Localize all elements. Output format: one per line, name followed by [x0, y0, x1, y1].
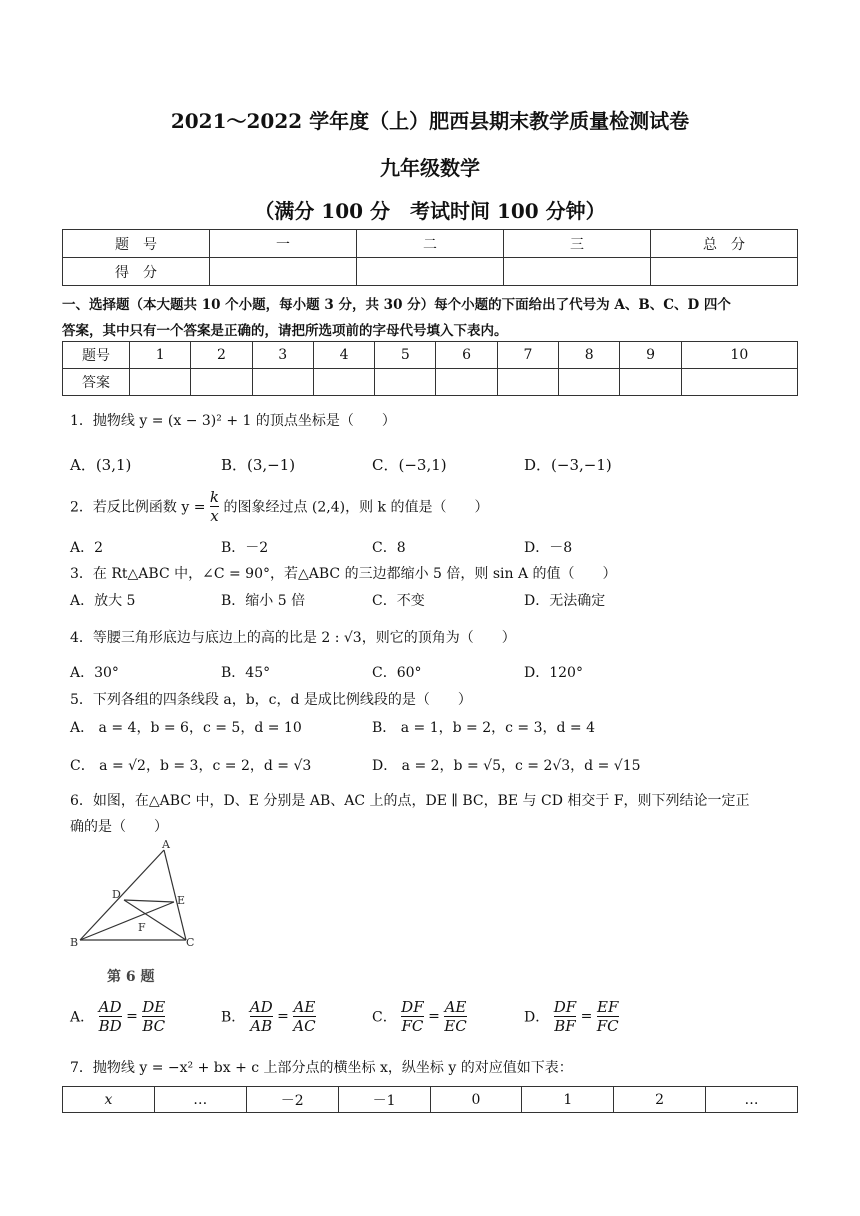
section1-intro-line2: 答案，其中只有一个答案是正确的，请把所选项前的字母代号填入下表内。	[62, 323, 508, 339]
figure-label-f: F	[138, 921, 146, 934]
fraction-denominator: AB	[250, 1017, 273, 1035]
q6-option-a-letter: A．	[70, 1009, 95, 1026]
q6-a-right-fraction	[142, 998, 165, 1035]
q4-option-c: C．60°	[372, 665, 422, 681]
answer-number: 3	[252, 342, 313, 369]
q2-option-d: D．－8	[524, 540, 573, 556]
fraction-numerator: DE	[142, 998, 166, 1016]
question-3-text: 3．在 Rt△ABC 中，∠C = 90°，若△ABC 的三边都缩小 5 倍，则 sin A 的值（ ）	[70, 566, 617, 582]
q2-option-c: C．8	[372, 540, 406, 556]
answer-number: 7	[497, 342, 558, 369]
figure-label-b: B	[70, 936, 79, 949]
figure-label-c: C	[186, 936, 195, 949]
fraction-numerator: AE	[293, 998, 316, 1016]
figure-caption: 第 6 题	[107, 969, 155, 985]
fraction-numerator: DF	[553, 998, 577, 1016]
triangle-figure	[68, 840, 203, 955]
q4-option-a: A．30°	[70, 665, 119, 681]
score-header-cell: 总 分	[651, 230, 798, 258]
q2-text-b: 的图象经过点 (2,4)，则 k 的值是（ ）	[223, 499, 489, 516]
answer-row-label: 答案	[63, 369, 130, 396]
section1-intro-line1: 一、选择题（本大题共 10 个小题，每小题 3 分，共 30 分）每个小题的下面给出了代号为 A、B、C、D 四个	[62, 297, 731, 313]
figure-label-d: D	[112, 888, 121, 901]
answer-number: 5	[375, 342, 436, 369]
q6-option-d: D． $\frac{DF}{BF}$ = $\frac{EF}{FC}$	[524, 998, 619, 1035]
fraction-denominator: BC	[142, 1017, 166, 1035]
fraction-denominator: FC	[401, 1017, 424, 1035]
score-cell[interactable]	[210, 258, 357, 286]
score-cell[interactable]	[651, 258, 798, 286]
q6-option-c-letter: C．	[372, 1009, 397, 1026]
q1-option-a: A．(3,1)	[70, 456, 132, 474]
q6-option-a: A． $\frac{AD}{BD}$ = $\frac{DE}{BC}$	[70, 998, 166, 1035]
q7-table-cell: 1	[522, 1087, 614, 1113]
q5-option-b: B． a = 1，b = 2，c = 3，d = 4	[372, 720, 596, 736]
q5-option-c: C． a = √2，b = 3，c = 2，d = √3	[70, 758, 312, 774]
answer-cell[interactable]	[497, 369, 558, 396]
answer-cell[interactable]	[252, 369, 313, 396]
q7-table-cell: －2	[246, 1087, 338, 1113]
fraction-numerator: EF	[597, 998, 619, 1016]
score-cell[interactable]	[357, 258, 504, 286]
answer-cell[interactable]	[620, 369, 681, 396]
question-2-text	[70, 488, 488, 525]
score-header-cell: 一	[210, 230, 357, 258]
q4-option-b: B．45°	[221, 665, 271, 681]
answer-number: 4	[313, 342, 374, 369]
exam-title: 2021～2022 学年度（上）肥西县期末教学质量检测试卷	[170, 109, 690, 133]
q5-option-a: A． a = 4，b = 6，c = 5，d = 10	[70, 720, 302, 736]
q7-table-cell: 0	[430, 1087, 522, 1113]
q3-option-b: B．缩小 5 倍	[221, 593, 306, 609]
fraction-numerator: AD	[249, 998, 273, 1016]
q1-option-b: B．(3,−1)	[221, 456, 296, 474]
q2-fraction-numerator: k	[209, 488, 219, 506]
fraction-denominator: AC	[293, 1017, 316, 1035]
answer-number: 9	[620, 342, 681, 369]
q3-option-a: A．放大 5	[70, 593, 136, 609]
answer-cell[interactable]	[130, 369, 191, 396]
score-header-cell: 二	[357, 230, 504, 258]
q5-option-d: D． a = 2，b = √5，c = 2√3，d = √15	[372, 758, 641, 774]
fraction-denominator: BD	[98, 1017, 122, 1035]
q6-option-d-letter: D．	[524, 1009, 550, 1026]
q6-d-right-fraction	[597, 998, 619, 1035]
answer-number: 2	[191, 342, 252, 369]
q6-a-left-fraction	[99, 998, 122, 1035]
q7-value-table	[62, 1086, 798, 1113]
q3-option-d: D．无法确定	[524, 593, 606, 609]
answer-table	[62, 341, 798, 396]
q1-option-c: C．(−3,1)	[372, 456, 447, 474]
exam-info: （满分 100 分 考试时间 100 分钟）	[254, 199, 606, 223]
q2-option-b: B．－2	[221, 540, 269, 556]
q2-fraction	[210, 488, 219, 525]
q7-table-cell: －1	[338, 1087, 430, 1113]
answer-number: 10	[681, 342, 797, 369]
q6-c-right-fraction	[444, 998, 466, 1035]
q6-option-c: C． $\frac{DF}{FC}$ = $\frac{AE}{EC}$	[372, 998, 467, 1035]
q7-table-cell: …	[706, 1087, 798, 1113]
answer-cell[interactable]	[559, 369, 620, 396]
fraction-numerator: AD	[98, 998, 122, 1016]
question-6-line2: 确的是（ ）	[70, 819, 168, 835]
figure-label-e: E	[177, 894, 186, 907]
q2-option-a: A．2	[70, 540, 104, 556]
fraction-numerator: DF	[401, 998, 424, 1016]
question-6-line1: 6．如图，在△ABC 中，D、E 分别是 AB、AC 上的点，DE ∥ BC，BE 与 CD 相交于 F，则下列结论一定正	[70, 793, 750, 809]
q2-text-a: 2．若反比例函数 y =	[70, 499, 206, 516]
fraction-numerator: AE	[444, 998, 467, 1016]
q6-b-right-fraction	[293, 998, 315, 1035]
score-row-label: 得 分	[63, 258, 210, 286]
question-7-text: 7．抛物线 y = −x² + bx + c 上部分点的横坐标 x，纵坐标 y 的对应值如下表：	[70, 1060, 573, 1076]
fraction-denominator: BF	[554, 1017, 576, 1035]
answer-cell[interactable]	[375, 369, 436, 396]
fraction-denominator: FC	[596, 1017, 619, 1035]
answer-number: 6	[436, 342, 497, 369]
q6-b-left-fraction	[250, 998, 273, 1035]
q6-c-left-fraction	[401, 998, 423, 1035]
q3-option-c: C．不变	[372, 593, 425, 609]
exam-subtitle: 九年级数学	[380, 156, 480, 180]
question-1-text: 1．抛物线 y = (x − 3)² + 1 的顶点坐标是（ ）	[70, 413, 396, 429]
figure-label-a: A	[162, 840, 170, 851]
fraction-denominator: EC	[444, 1017, 467, 1035]
q6-d-left-fraction	[554, 998, 576, 1035]
q4-option-d: D．120°	[524, 665, 583, 681]
answer-number: 1	[130, 342, 191, 369]
answer-cell[interactable]	[191, 369, 252, 396]
question-4-text: 4．等腰三角形底边与底边上的高的比是 2 : √3，则它的顶角为（ ）	[70, 630, 516, 646]
score-cell[interactable]	[504, 258, 651, 286]
answer-number: 8	[559, 342, 620, 369]
answer-cell[interactable]	[681, 369, 797, 396]
q1-option-d: D．(−3,−1)	[524, 456, 612, 474]
score-header-cell: 三	[504, 230, 651, 258]
score-table	[62, 229, 798, 286]
q7-table-cell: x	[63, 1087, 155, 1113]
answer-cell[interactable]	[313, 369, 374, 396]
answer-cell[interactable]	[436, 369, 497, 396]
q6-option-b-letter: B．	[221, 1009, 246, 1026]
q2-fraction-denominator: x	[210, 507, 219, 525]
q6-option-b: B． $\frac{AD}{AB}$ = $\frac{AE}{AC}$	[221, 998, 316, 1035]
q7-table-cell: …	[154, 1087, 246, 1113]
q7-table-cell: 2	[614, 1087, 706, 1113]
answer-row-label: 题号	[63, 342, 130, 369]
question-5-text: 5．下列各组的四条线段 a，b，c，d 是成比例线段的是（ ）	[70, 692, 472, 708]
score-header-cell: 题 号	[63, 230, 210, 258]
